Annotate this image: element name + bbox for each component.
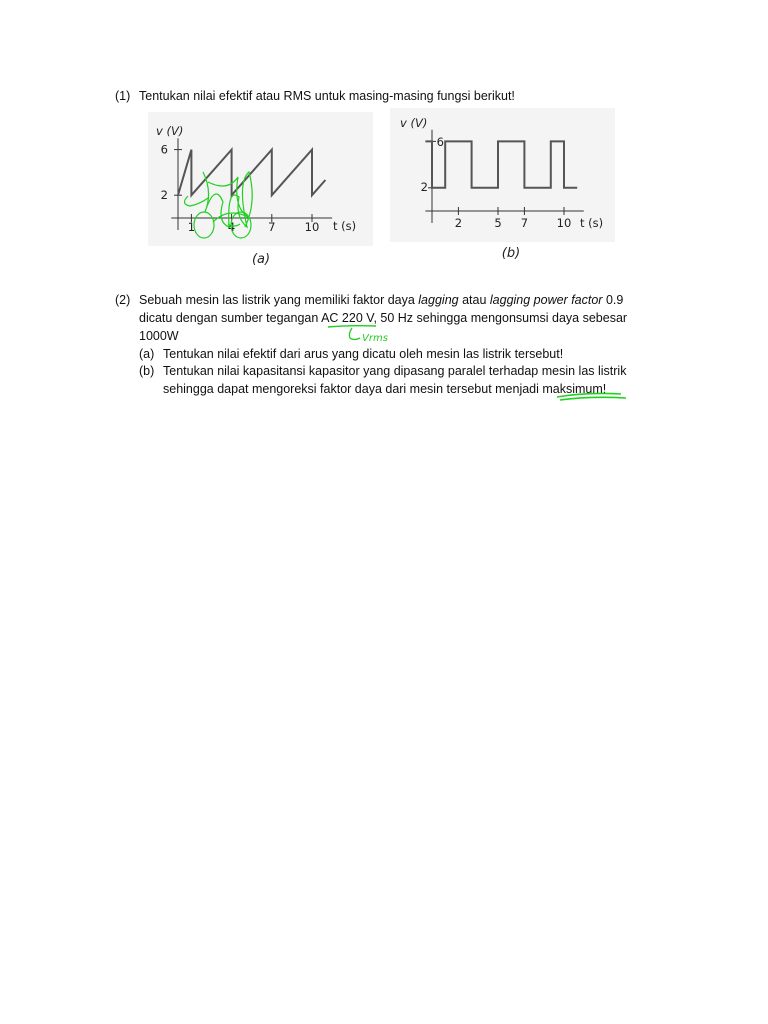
question-text-line-2: dicatu dengan sumber tegangan AC 220 V, 50 Hz sehingga mengonsumsi daya sebesar bbox=[139, 311, 628, 325]
y-tick-label: 2 bbox=[420, 180, 428, 194]
x-tick-label: 1 bbox=[187, 220, 196, 234]
x-tick-label: 7 bbox=[520, 216, 529, 230]
y-axis-label: v (V) bbox=[156, 124, 184, 138]
question-number: (1) bbox=[115, 89, 131, 103]
y-tick-label: 6 bbox=[436, 135, 444, 149]
handwritten-note: Vrms bbox=[362, 333, 388, 344]
question-number: (2) bbox=[115, 293, 131, 307]
subquestion-number: (b) bbox=[139, 364, 155, 378]
question-text: Tentukan nilai efektif atau RMS untuk masing-masing fungsi berikut! bbox=[139, 89, 515, 103]
figure-a bbox=[148, 112, 373, 272]
figure-caption: (a) bbox=[251, 252, 271, 267]
question-text-line-3: 1000W bbox=[139, 329, 179, 343]
x-axis-label: t (s) bbox=[333, 219, 357, 233]
y-axis-label: v (V) bbox=[400, 116, 428, 130]
x-tick-label: 5 bbox=[494, 216, 502, 230]
arrow-scribble bbox=[349, 328, 360, 340]
x-tick-label: 10 bbox=[556, 216, 572, 230]
figure-caption: (b) bbox=[501, 246, 521, 261]
x-tick-label: 7 bbox=[268, 220, 276, 234]
figure-b bbox=[390, 108, 615, 268]
x-tick-label: 10 bbox=[304, 220, 320, 234]
x-axis-label: t (s) bbox=[580, 216, 604, 230]
y-tick-label: 6 bbox=[160, 142, 168, 157]
subquestion-text: Tentukan nilai efektif dari arus yang dicatu oleh mesin las listrik tersebut! bbox=[163, 347, 564, 361]
subquestion-number: (a) bbox=[139, 347, 155, 361]
y-tick-label: 2 bbox=[160, 188, 168, 203]
x-tick-label: 2 bbox=[454, 216, 463, 230]
subquestion-text-line-2: sehingga dapat mengoreksi faktor daya dari mesin tersebut menjadi maksimum! bbox=[163, 382, 607, 396]
x-tick-label: 4 bbox=[227, 220, 236, 234]
subquestion-text-line-1: Tentukan nilai kapasitansi kapasitor yang dipasang paralel terhadap mesin las listrik bbox=[163, 364, 627, 378]
question-text-line-1: Sebuah mesin las listrik yang memiliki faktor daya lagging atau lagging power factor 0.9 bbox=[139, 293, 624, 307]
